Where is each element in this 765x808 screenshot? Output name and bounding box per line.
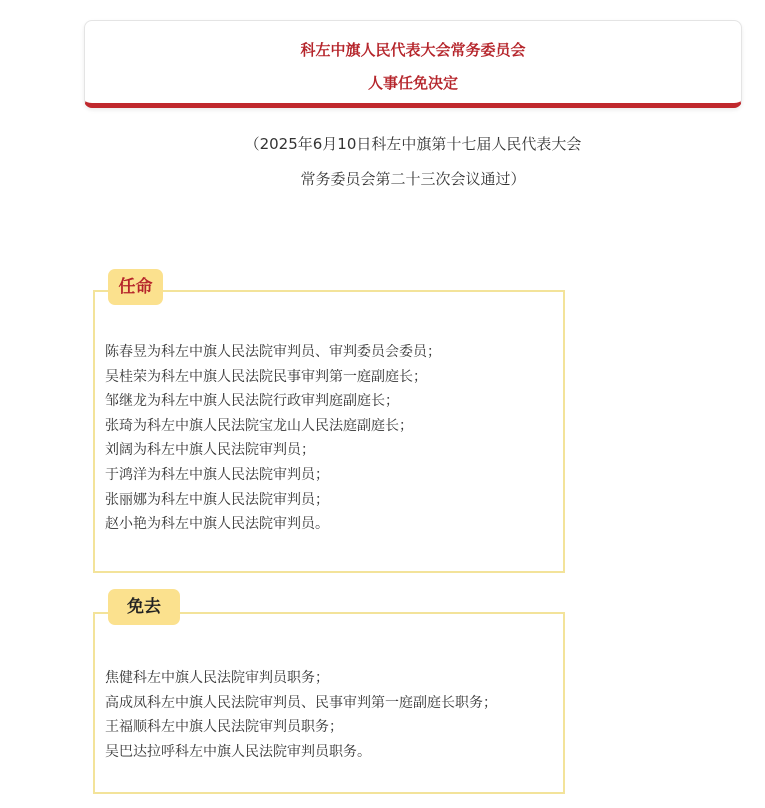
appointments-tag: 任命 (108, 269, 163, 305)
appointment-item: 张丽娜为科左中旗人民法院审判员； (105, 491, 329, 508)
title-line-1: 科左中旗人民代表大会常务委员会 (300, 41, 526, 59)
appointment-item: 陈春昱为科左中旗人民法院审判员、审判委员会委员； (105, 344, 441, 360)
appointment-item: 刘阔为科左中旗人民法院审判员； (105, 442, 315, 459)
dismissals-tag: 免去 (108, 589, 180, 625)
dismissal-item: 焦健科左中旗人民法院审判员职务； (105, 670, 329, 686)
appointment-item: 张琦为科左中旗人民法院宝龙山人民法庭副庭长； (105, 417, 413, 434)
dismissal-item: 高成凤科左中旗人民法院审判员、民事审判第一庭副庭长职务； (105, 694, 497, 711)
dismissals-section (93, 612, 565, 794)
dismissal-item: 王福顺科左中旗人民法院审判员职务； (105, 719, 343, 736)
appointment-item: 邹继龙为科左中旗人民法院行政审判庭副庭长； (105, 393, 399, 410)
subtitle-line-2: 常务委员会第二十三次会议通过） (300, 170, 526, 188)
appointment-item: 于鸿洋为科左中旗人民法院审判员； (105, 466, 329, 483)
appointments-section (93, 290, 565, 573)
dismissal-item: 吴巴达拉呼科左中旗人民法院审判员职务。 (105, 743, 371, 760)
dismissals-list (105, 666, 497, 764)
appointments-list (105, 340, 441, 537)
subtitle-line-1: （2025年6月10日科左中旗第十七届人民代表大会 (244, 135, 582, 153)
title-card (84, 20, 742, 108)
title-line-2: 人事任免决定 (367, 74, 458, 92)
appointment-item: 赵小艳为科左中旗人民法院审判员。 (105, 516, 329, 533)
appointment-item: 吴桂荣为科左中旗人民法院民事审判第一庭副庭长； (105, 368, 427, 385)
